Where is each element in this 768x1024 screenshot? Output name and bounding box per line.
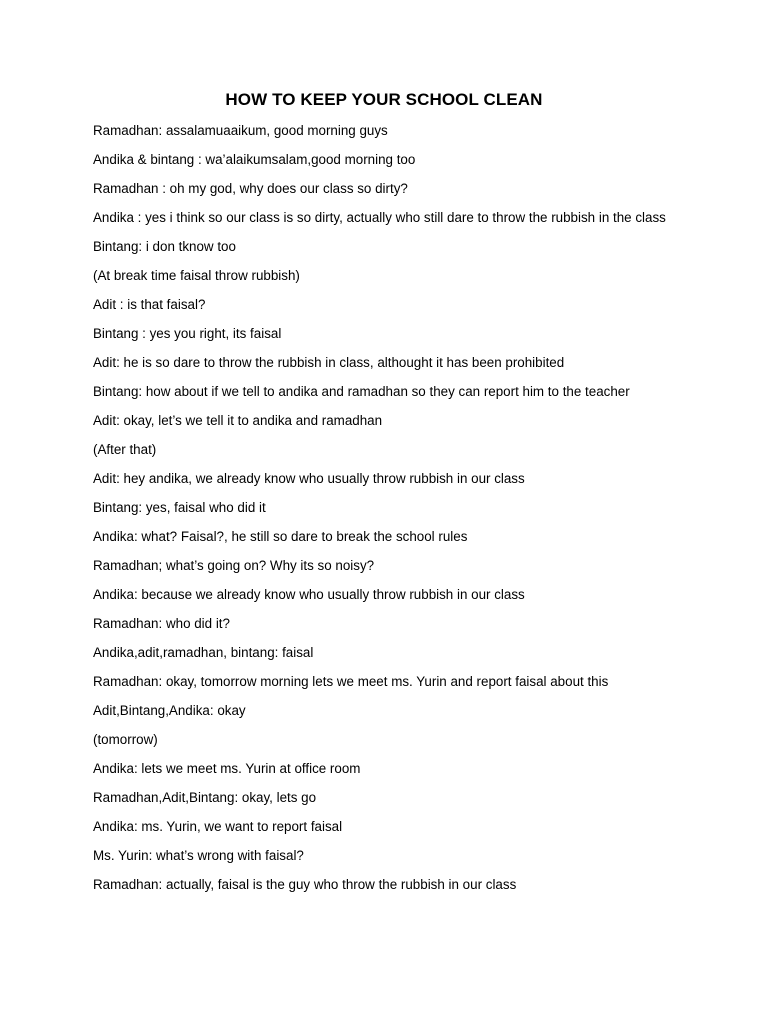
dialogue-line: Ramadhan : oh my god, why does our class so dirty? xyxy=(93,181,408,196)
dialogue-line: Bintang : yes you right, its faisal xyxy=(93,326,282,341)
dialogue-line: Bintang: i don tknow too xyxy=(93,239,236,254)
dialogue-line: Adit: he is so dare to throw the rubbish in class, althought it has been prohibited xyxy=(93,355,565,370)
document-title: HOW TO KEEP YOUR SCHOOL CLEAN xyxy=(225,90,543,109)
dialogue-line: (At break time faisal throw rubbish) xyxy=(93,268,300,283)
dialogue-line: (After that) xyxy=(93,442,157,457)
dialogue-line: Andika & bintang : wa’alaikumsalam,good morning too xyxy=(93,152,416,167)
dialogue-line: Adit,Bintang,Andika: okay xyxy=(93,703,246,718)
dialogue-line: Ramadhan: assalamuaaikum, good morning guys xyxy=(93,123,388,138)
dialogue-line: Andika: because we already know who usually throw rubbish in our class xyxy=(93,587,525,602)
dialogue-line: Ramadhan: actually, faisal is the guy who throw the rubbish in our class xyxy=(93,877,517,892)
dialogue-line: Ramadhan: who did it? xyxy=(93,616,230,631)
dialogue-line: Ramadhan,Adit,Bintang: okay, lets go xyxy=(93,790,317,805)
dialogue-line: Ramadhan; what’s going on? Why its so noisy? xyxy=(93,558,375,573)
dialogue-line: Andika,adit,ramadhan, bintang: faisal xyxy=(93,645,314,660)
dialogue-line: Ramadhan: okay, tomorrow morning lets we meet ms. Yurin and report faisal about this xyxy=(93,674,609,689)
dialogue-line: Ms. Yurin: what’s wrong with faisal? xyxy=(93,848,304,863)
dialogue-line: Adit: hey andika, we already know who usually throw rubbish in our class xyxy=(93,471,525,486)
dialogue-line: Andika: ms. Yurin, we want to report faisal xyxy=(93,819,343,834)
dialogue-line: Andika: lets we meet ms. Yurin at office room xyxy=(93,761,361,776)
dialogue-line: Bintang: how about if we tell to andika and ramadhan so they can report him to the teacher xyxy=(93,384,630,399)
dialogue-list xyxy=(93,121,683,904)
dialogue-line: Andika: what? Faisal?, he still so dare to break the school rules xyxy=(93,529,468,544)
dialogue-line: (tomorrow) xyxy=(93,732,158,747)
dialogue-line: Bintang: yes, faisal who did it xyxy=(93,500,266,515)
dialogue-line: Andika : yes i think so our class is so dirty, actually who still dare to throw the rubbish in the class xyxy=(93,210,666,225)
dialogue-line: Adit: okay, let’s we tell it to andika and ramadhan xyxy=(93,413,383,428)
dialogue-line: Adit : is that faisal? xyxy=(93,297,206,312)
